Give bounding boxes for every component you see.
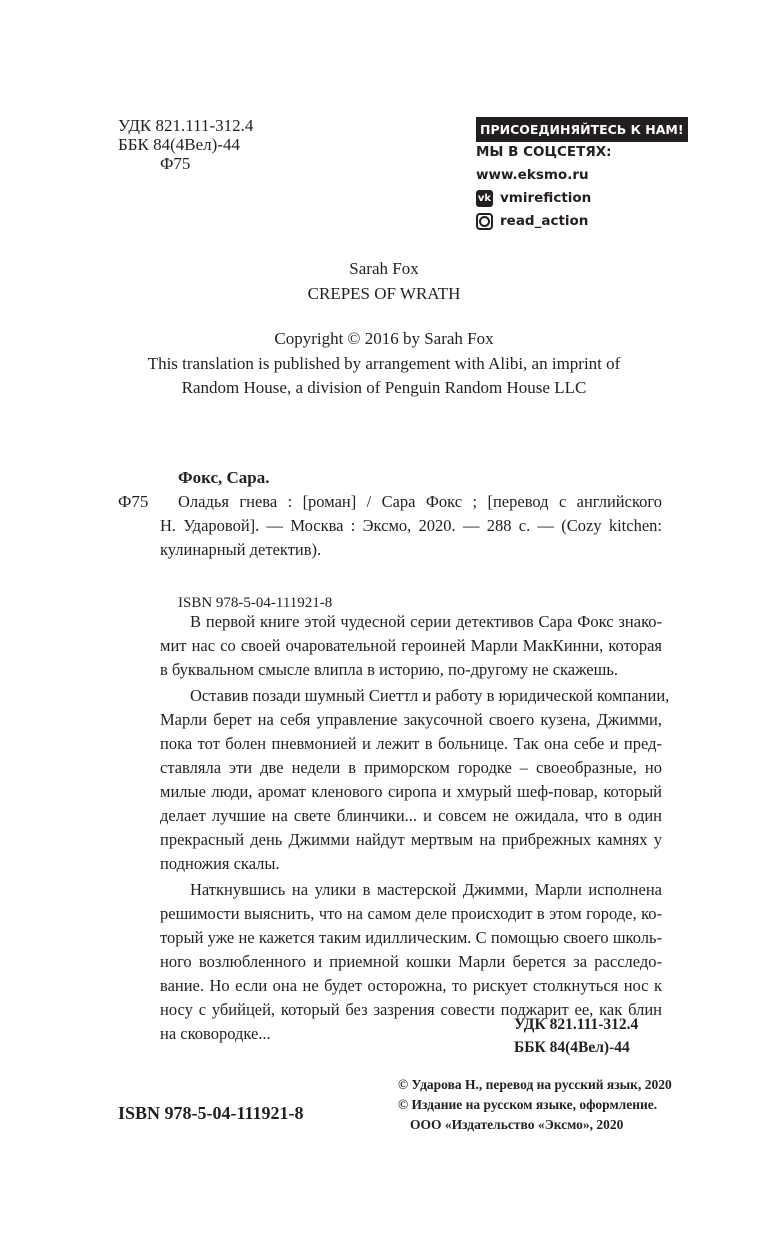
annotation-line: мит нас со своей очаровательной героиней Марли МакКинни, которая: [160, 636, 662, 655]
rights-line: © Ударова Н., перевод на русский язык, 2020: [398, 1077, 672, 1092]
social-heading: МЫ В СОЦСЕТЯХ:: [476, 144, 612, 160]
bib-isbn: ISBN 978-5-04-111921-8: [178, 595, 333, 611]
bib-line: Оладья гнева : [роман] / Сара Фокс ; [перевод с английского: [178, 492, 662, 511]
annotation-line: Марли берет на себя управление закусочной своего кузена, Джимми,: [160, 710, 662, 729]
rights-block: [398, 1075, 672, 1135]
annotation-line: Оставив позади шумный Сиеттл и работу в юридической компании,: [190, 686, 670, 705]
copyright-line: Copyright © 2016 by Sarah Fox: [274, 329, 494, 348]
annotation-line: ного возлюбленного и приемной кошки Марли берется за расследо-: [160, 952, 662, 971]
annotation-line: В первой книге этой чудесной серии детективов Сара Фокс знако-: [190, 612, 662, 631]
annotation-line: вание. Но если она не будет осторожна, то рискует столкнуться нос к: [160, 976, 662, 995]
bbk-code: ББК 84(4Вел)-44: [118, 135, 240, 154]
vk-icon: vk: [476, 190, 493, 207]
rights-line: ООО «Издательство «Эксмо», 2020: [410, 1117, 624, 1132]
annotation-line: милые люди, аромат кленового сиропа и хмурый шеф-повар, который: [160, 782, 662, 801]
bib-line: кулинарный детектив).: [160, 540, 322, 559]
annotation-line: на сковородке...: [160, 1024, 271, 1043]
annotation-line: пока тот болен пневмонией и лежит в больнице. Так она себе и пред-: [160, 734, 662, 753]
bottom-udk: УДК 821.111-312.4: [514, 1016, 639, 1033]
annotation-line: прекрасный день Джимми найдут мертвым на прибрежных камнях у: [160, 830, 662, 849]
annotation-line: ставляла эти две недели в приморском городке – своеобразные, но: [160, 758, 662, 777]
annotation-line: носу с убийцей, который без зазрения совести поджарит ее, как блин: [160, 1000, 662, 1019]
bottom-codes: [514, 1013, 638, 1059]
udk-code: УДК 821.111-312.4: [118, 116, 254, 135]
annotation-line: Наткнувшись на улики в мастерской Джимми, Марли исполнена: [190, 880, 662, 899]
bib-line: Н. Ударовой]. — Москва : Эксмо, 2020. — 288 с. — (Cozy kitchen:: [160, 516, 662, 535]
annotation-line: торый уже не кажется таким идиллическим. С помощью своего школь-: [160, 928, 662, 947]
copyright-line: Random House, a division of Penguin Random House LLC: [181, 378, 587, 397]
bib-sign: Ф75: [118, 492, 149, 511]
bottom-isbn: ISBN 978-5-04-111921-8: [118, 1103, 304, 1123]
bib-heading: Фокс, Сара.: [178, 468, 270, 487]
rights-line: © Издание на русском языке, оформление.: [398, 1097, 658, 1112]
original-title: CREPES OF WRATH: [307, 283, 461, 303]
author-sign: Ф75: [160, 154, 191, 173]
original-author: Sarah Fox: [349, 259, 419, 278]
instagram-handle[interactable]: read_action: [500, 213, 589, 229]
site-link[interactable]: www.eksmo.ru: [476, 167, 589, 183]
annotation-line: делает лучшие на свете блинчики... и совсем не ожидала, что в один: [160, 806, 662, 825]
copyright-line: This translation is published by arrangement with Alibi, an imprint of: [147, 353, 621, 373]
annotation-line: подножия скалы.: [160, 854, 280, 873]
join-banner: ПРИСОЕДИНЯЙТЕСЬ К НАМ!: [476, 117, 688, 142]
instagram-icon: [476, 213, 493, 230]
original-title-block: [0, 257, 768, 306]
copyright-block: [0, 327, 768, 401]
annotation-line: в буквальном смысле влипла в историю, по-другому не скажешь.: [160, 660, 618, 679]
vk-handle[interactable]: vmirefiction: [500, 190, 592, 206]
social-block: [476, 118, 688, 233]
classification-codes: [118, 116, 253, 173]
annotation-line: решимости выяснить, что на самом деле происходит в этом городе, ко-: [160, 904, 662, 923]
bottom-bbk: ББК 84(4Вел)-44: [514, 1039, 630, 1056]
